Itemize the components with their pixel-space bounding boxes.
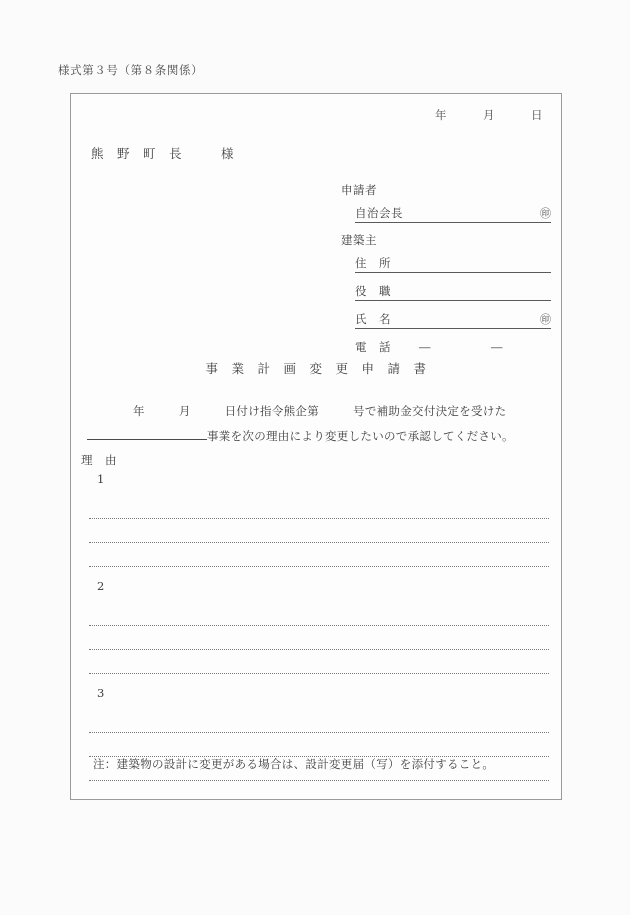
seal-icon: ㊞ <box>540 207 551 220</box>
reason-write-line[interactable] <box>89 626 549 650</box>
owner-position-field[interactable] <box>355 282 551 301</box>
reason-item <box>85 579 549 674</box>
reason-write-line[interactable] <box>89 543 549 567</box>
applicant-block <box>341 182 551 232</box>
form-content <box>71 94 561 799</box>
reason-item-number: 2 <box>97 579 105 593</box>
applicant-heading: 申請者 <box>341 183 377 197</box>
owner-phone-label: 電 話 <box>355 340 391 354</box>
seal-icon: ㊞ <box>540 313 551 326</box>
owner-name-field[interactable] <box>355 310 551 329</box>
owner-address-label: 住 所 <box>355 256 391 270</box>
applicant-role-label: 自治会長 <box>355 206 403 220</box>
owner-block <box>341 232 551 365</box>
reason-write-line[interactable] <box>89 602 549 626</box>
document-title: 事 業 計 画 変 更 申 請 書 <box>205 361 427 376</box>
form-code: 様式第３号（第８条関係） <box>58 63 204 77</box>
body-year-label: 年 <box>133 404 145 418</box>
owner-position-label: 役 職 <box>355 284 391 298</box>
body-decision-text: 号で補助金交付決定を受けた <box>353 404 507 418</box>
reason-item-number: 1 <box>97 472 105 486</box>
project-name-input-start[interactable] <box>87 439 145 440</box>
reason-write-line[interactable] <box>89 495 549 519</box>
reason-write-line[interactable] <box>89 709 549 733</box>
reason-write-line[interactable] <box>89 519 549 543</box>
project-name-input-end[interactable] <box>145 439 207 440</box>
form-frame <box>70 93 562 800</box>
reason-write-line[interactable] <box>89 733 549 757</box>
body-paragraph <box>87 399 547 449</box>
body-line2-text: 事業を次の理由により変更したいので承認してください。 <box>207 429 514 443</box>
reason-item <box>85 472 549 567</box>
reason-items-list <box>85 472 549 793</box>
owner-name-label: 氏 名 <box>355 312 391 326</box>
owner-address-field[interactable] <box>355 254 551 273</box>
owner-phone-field[interactable] <box>355 338 551 356</box>
phone-separator: ― ― <box>419 340 503 354</box>
body-month-label: 月 <box>178 404 191 418</box>
addressee-line: 熊 野 町 長 様 <box>91 146 235 161</box>
reason-write-line[interactable] <box>89 650 549 674</box>
owner-heading: 建築主 <box>341 233 377 247</box>
footer-note: 注：建築物の設計に変更がある場合は、設計変更届（写）を添付すること。 <box>93 757 495 771</box>
reason-section-label: 理 由 <box>81 453 117 467</box>
body-order-label: 日付け指令熊企第 <box>224 404 320 418</box>
applicant-role-field[interactable] <box>355 204 551 223</box>
reason-item-number: 3 <box>97 686 105 700</box>
date-line: 年 月 日 <box>435 108 543 122</box>
